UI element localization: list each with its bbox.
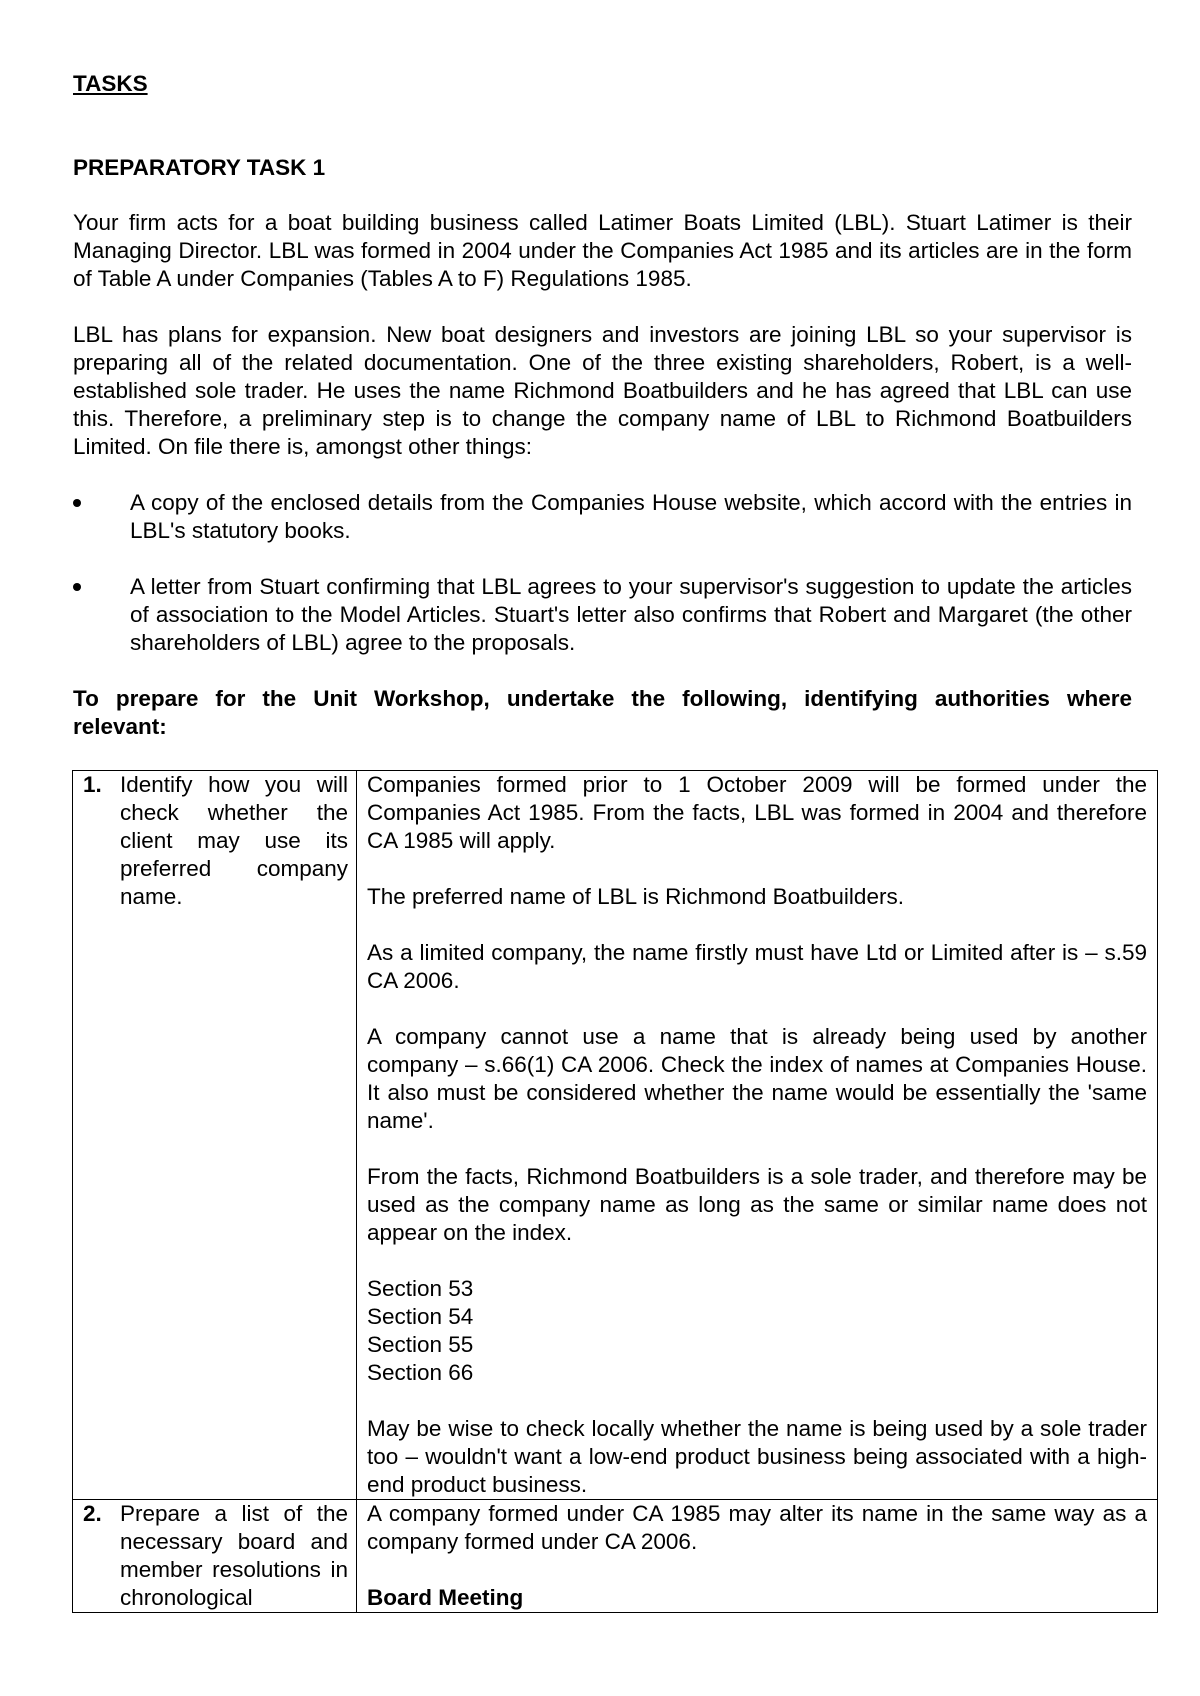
question-cell	[73, 771, 357, 1500]
bullet-icon	[73, 499, 81, 507]
expansion-paragraph: LBL has plans for expansion. New boat designers and investors are joining LBL so your supervisor is preparing all of the related documentation. One of the three existing shareholders, Robert, is a well-established sole trader. He uses the name Richmond Boatbuilders and he has agreed that LBL can use this. Therefore, a preliminary step is to change the company name of LBL to Richmond Boatbuilders Limited. On file there is, amongst other things:	[73, 322, 1132, 459]
answer-cell	[357, 1500, 1158, 1613]
list-item-text: A copy of the enclosed details from the Companies House website, which accord with the entries in LBL's statutory books.	[130, 490, 1132, 543]
page-heading: TASKS	[73, 71, 148, 96]
section-item: Section 66	[367, 1360, 474, 1385]
section-item: Section 54	[367, 1304, 474, 1329]
section-item: Section 55	[367, 1332, 474, 1357]
intro-paragraph: Your firm acts for a boat building business called Latimer Boats Limited (LBL). Stuart Latimer is their Managing Director. LBL was formed in 2004 under the Companies Act 1985 and its articles are in the form of Table A under Companies (Tables A to F) Regulations 1985.	[73, 210, 1132, 291]
answer-paragraph: As a limited company, the name firstly must have Ltd or Limited after is – s.59 CA 2006.	[367, 940, 1147, 993]
answer-cell	[357, 771, 1158, 1500]
task-heading: PREPARATORY TASK 1	[73, 155, 326, 180]
table-row	[73, 1500, 1158, 1613]
bullet-icon	[73, 583, 81, 591]
question-number: 1.	[83, 772, 102, 797]
file-contents-list	[73, 489, 1132, 657]
table-row	[73, 771, 1158, 1500]
tasks-table	[72, 770, 1158, 1613]
instruction-text: To prepare for the Unit Workshop, undertake the following, identifying authorities where relevant:	[73, 686, 1132, 739]
list-item	[73, 489, 1132, 545]
question-text: Identify how you will check whether the client may use its preferred company name.	[120, 772, 348, 909]
question-cell	[73, 1500, 357, 1613]
answer-paragraph: From the facts, Richmond Boatbuilders is a sole trader, and therefore may be used as the company name as long as the same or similar name does not appear on the index.	[367, 1164, 1147, 1245]
question-number: 2.	[83, 1501, 102, 1526]
answer-paragraph: Companies formed prior to 1 October 2009 will be formed under the Companies Act 1985. From the facts, LBL was formed in 2004 and therefore CA 1985 will apply.	[367, 772, 1147, 853]
section-item: Section 53	[367, 1276, 474, 1301]
list-item	[73, 573, 1132, 657]
list-item-text: A letter from Stuart confirming that LBL agrees to your supervisor's suggestion to update the articles of association to the Model Articles. Stuart's letter also confirms that Robert and Margaret (the other shareholders of LBL) agree to the proposals.	[130, 574, 1132, 655]
document-page	[73, 70, 1147, 1613]
answer-paragraph: A company formed under CA 1985 may alter its name in the same way as a company formed under CA 2006.	[367, 1501, 1147, 1554]
section-list	[367, 1275, 1147, 1387]
answer-paragraph: The preferred name of LBL is Richmond Boatbuilders.	[367, 884, 904, 909]
answer-paragraph: May be wise to check locally whether the name is being used by a sole trader too – wouldn't want a low-end product business being associated with a high-end product business.	[367, 1416, 1147, 1497]
board-meeting-heading: Board Meeting	[367, 1585, 524, 1610]
answer-paragraph: A company cannot use a name that is already being used by another company – s.66(1) CA 2006. Check the index of names at Companies House. It also must be considered whether the name would be essentially the 'same name'.	[367, 1024, 1147, 1133]
question-text: Prepare a list of the necessary board and member resolutions in chronological	[120, 1501, 348, 1610]
